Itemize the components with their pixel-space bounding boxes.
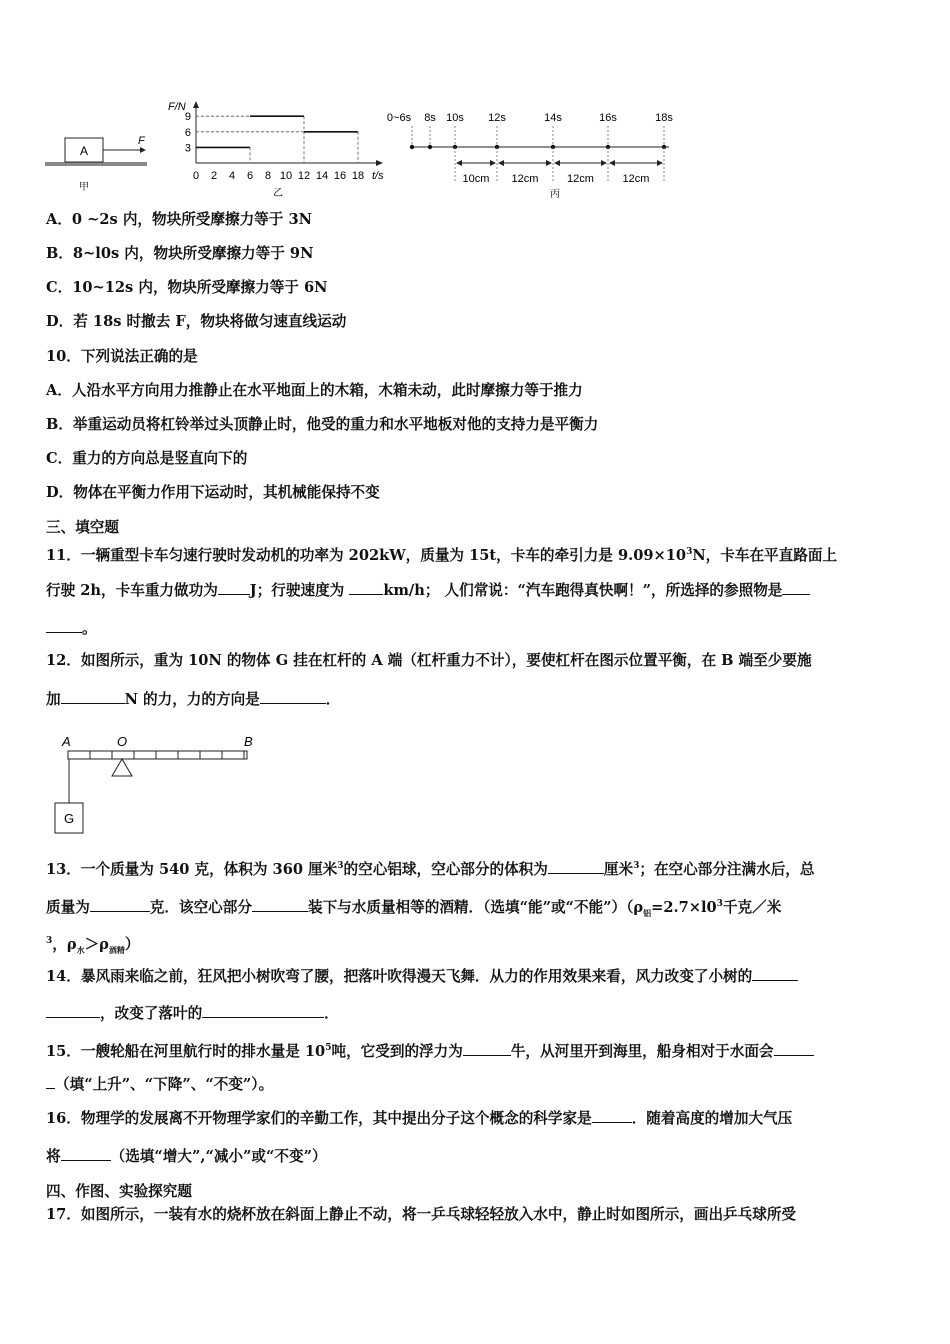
q10-option-c: C．重力的方向总是竖直向下的 bbox=[46, 450, 248, 467]
distance-arrowhead-right-0 bbox=[490, 160, 496, 166]
y-tick-6: 6 bbox=[184, 126, 191, 139]
q13-text-e: 质量为 bbox=[46, 899, 90, 916]
caption-jia: 甲 bbox=[79, 182, 89, 193]
q16-line2 bbox=[46, 1146, 327, 1167]
q14-text-a: 14．暴风雨来临之前，狂风把小树吹弯了腰，把落叶吹得漫天飞舞．从力的作用效果来看，风力改变了小树的 bbox=[46, 968, 753, 985]
time-label-0: 0~6s bbox=[386, 112, 412, 124]
q11-blank-work[interactable] bbox=[218, 580, 250, 595]
q15-blank-buoyancy[interactable] bbox=[463, 1041, 511, 1056]
q12-text-c: ． bbox=[325, 691, 341, 708]
y-tick-9: 9 bbox=[184, 111, 191, 124]
x-axis-arrow bbox=[376, 160, 383, 166]
force-label: F bbox=[138, 135, 145, 147]
distance-label-1: 12cm bbox=[511, 173, 539, 185]
x-axis-label: t/s bbox=[372, 170, 384, 182]
q14-blank-leaves[interactable] bbox=[202, 1003, 324, 1018]
block-a-label: A bbox=[79, 144, 89, 158]
figure-yi-graph bbox=[160, 96, 395, 201]
distance-label-0: 10cm bbox=[462, 173, 490, 185]
q13-sup2: 3 bbox=[633, 861, 640, 871]
q13-text-i: 千克／米 bbox=[722, 899, 782, 916]
q13-blank-mass[interactable] bbox=[90, 897, 150, 912]
distance-arrowhead-left-0 bbox=[456, 160, 462, 166]
lever-label-o: O bbox=[117, 734, 128, 749]
q11-blank-speed[interactable] bbox=[349, 580, 383, 595]
section-3-heading: 三、填空题 bbox=[46, 519, 119, 536]
caption-yi: 乙 bbox=[273, 188, 283, 199]
q16-text-b: ．随着高度的增加大气压 bbox=[631, 1110, 793, 1127]
q13-blank-volume[interactable] bbox=[548, 859, 604, 874]
q13-text-l: ） bbox=[124, 936, 140, 953]
q10-option-a: A．人沿水平方向用力推静止在水平地面上的木箱，木箱未动，此时摩擦力等于推力 bbox=[46, 382, 583, 399]
q13-text-d: ；在空心部分注满水后，总 bbox=[639, 861, 815, 878]
q11-end: 。 bbox=[82, 620, 97, 637]
q11-blank-reference[interactable] bbox=[782, 580, 810, 595]
x-tick-14: 14 bbox=[315, 170, 329, 182]
q14-text-b: ，改变了落叶的 bbox=[100, 1005, 203, 1022]
distance-arrowhead-right-3 bbox=[657, 160, 663, 166]
q13-text-c: 厘米 bbox=[603, 861, 634, 878]
q15-text-c: 牛，从河里开到海里，船身相对于水面会 bbox=[510, 1043, 774, 1060]
q11-line3 bbox=[46, 618, 97, 639]
q16-blank-scientist[interactable] bbox=[592, 1108, 632, 1123]
q15-text-d: （填“上升”、“下降”、“不变”）。 bbox=[55, 1076, 274, 1093]
q13-text-g: 装下与水质量相等的酒精．（选填“能”或“不能”）（ρ bbox=[307, 899, 644, 916]
q13-sub-al: 铝 bbox=[643, 907, 652, 918]
q13-text-h: =2.7×l0 bbox=[651, 899, 717, 916]
q13-text-a: 13．一个质量为 540 克，体积为 360 厘米 bbox=[46, 861, 338, 878]
q15-text-a: 15．一艘轮船在河里航行时的排水量是 10 bbox=[46, 1043, 326, 1060]
time-label-1: 8s bbox=[424, 112, 436, 124]
x-tick-4: 4 bbox=[228, 170, 236, 182]
q15-blank-change-cont[interactable] bbox=[46, 1074, 55, 1089]
q16-blank-pressure[interactable] bbox=[61, 1146, 111, 1161]
q13-sub-water: 水 bbox=[76, 944, 85, 955]
q15-text-b: 吨，它受到的浮力为 bbox=[331, 1043, 463, 1060]
q16-text-d: （选填“增大”,“减小”或“不变”） bbox=[110, 1148, 327, 1165]
q16-text-a: 16．物理学的发展离不开物理学家们的辛勤工作，其中提出分子这个概念的科学家是 bbox=[46, 1110, 592, 1127]
q9-option-d: D．若 18s 时撤去 F，物块将做匀速直线运动 bbox=[46, 313, 347, 330]
q14-line1 bbox=[46, 966, 798, 987]
q13-text-f: 克．该空心部分 bbox=[149, 899, 252, 916]
q13-blank-can[interactable] bbox=[252, 897, 308, 912]
distance-arrowhead-left-1 bbox=[498, 160, 504, 166]
y-axis-arrow bbox=[193, 101, 199, 108]
distance-arrowhead-left-3 bbox=[609, 160, 615, 166]
caption-bing: 丙 bbox=[550, 189, 560, 200]
q13-sup4: 3 bbox=[46, 936, 53, 946]
y-axis-label: F/N bbox=[168, 101, 186, 113]
time-label-6: 18s bbox=[655, 112, 673, 124]
q12-text-b: N 的力，力的方向是 bbox=[124, 691, 260, 708]
q14-text-c: ． bbox=[324, 1005, 339, 1022]
y-tick-3: 3 bbox=[184, 142, 191, 155]
q11-line1 bbox=[46, 542, 837, 566]
q13-text-j: ，ρ bbox=[52, 936, 77, 953]
x-tick-0: 0 bbox=[192, 170, 200, 182]
q9-option-c: C．10~12s 内，物块所受摩擦力等于 6N bbox=[46, 279, 328, 296]
q11-line2 bbox=[46, 580, 810, 601]
section-4-heading: 四、作图、实验探究题 bbox=[46, 1183, 192, 1200]
distance-label-2: 12cm bbox=[567, 173, 594, 185]
q13-line1 bbox=[46, 856, 814, 880]
q14-blank-tree-cont[interactable] bbox=[46, 1003, 100, 1018]
time-label-5: 16s bbox=[599, 112, 617, 124]
q12-text-a: 加 bbox=[46, 691, 61, 708]
q11-text-c: 行驶 2h，卡车重力做功为 bbox=[46, 582, 218, 599]
q12-line2 bbox=[46, 689, 340, 710]
x-tick-10: 10 bbox=[279, 170, 293, 182]
q10-option-d: D．物体在平衡力作用下运动时，其机械能保持不变 bbox=[46, 484, 380, 501]
x-tick-18: 18 bbox=[351, 170, 365, 182]
q11-text-b: N，卡车在平直路面上 bbox=[692, 547, 838, 564]
lever-bar bbox=[68, 751, 247, 759]
q15-line1 bbox=[46, 1038, 814, 1062]
q11-text-a: 11．一辆重型卡车匀速行驶时发动机的功率为 202kW，质量为 15t，卡车的牵引力是 9.09×10 bbox=[46, 547, 687, 564]
distance-label-3: 12cm bbox=[622, 173, 650, 185]
q15-sup: 5 bbox=[325, 1043, 332, 1053]
q14-blank-tree[interactable] bbox=[752, 966, 798, 981]
q16-text-c: 将 bbox=[46, 1148, 61, 1165]
q14-line2 bbox=[46, 1003, 339, 1024]
q12-blank-direction[interactable] bbox=[260, 689, 326, 704]
q13-line3 bbox=[46, 931, 140, 960]
q12-blank-force[interactable] bbox=[61, 689, 125, 704]
position-dot-1 bbox=[428, 145, 432, 149]
distance-arrowhead-left-2 bbox=[554, 160, 560, 166]
time-label-2: 10s bbox=[446, 112, 464, 124]
x-tick-2: 2 bbox=[210, 170, 218, 182]
figure-jia bbox=[40, 128, 150, 198]
time-label-4: 14s bbox=[544, 112, 562, 124]
q9-option-a: A．0 ~2s 内，物块所受摩擦力等于 3N bbox=[46, 211, 312, 228]
q11-sup: 3 bbox=[686, 547, 693, 557]
q17-line1: 17．如图所示，一装有水的烧杯放在斜面上静止不动，将一乒乓球轻轻放入水中，静止时如图所示，画出乒乓球所受 bbox=[46, 1206, 797, 1223]
f-t-plot bbox=[185, 111, 364, 182]
q13-text-b: 的空心铝球，空心部分的体积为 bbox=[343, 861, 548, 878]
figure-bing-timeline bbox=[385, 106, 690, 201]
q10-option-b: B．举重运动员将杠铃举过头顶静止时，他受的重力和水平地板对他的支持力是平衡力 bbox=[46, 416, 599, 433]
position-dot-0 bbox=[410, 145, 414, 149]
q11-text-e: km/h； 人们常说：“汽车跑得真快啊！”，所选择的参照物是 bbox=[383, 582, 783, 599]
q13-sup3: 3 bbox=[716, 899, 723, 909]
lever-label-a: A bbox=[62, 734, 71, 749]
fulcrum bbox=[112, 759, 132, 776]
q12-line1: 12．如图所示，重为 10N 的物体 G 挂在杠杆的 A 端（杠杆重力不计），要使杠杆在图示位置平衡，在 B 端至少要施 bbox=[46, 652, 812, 669]
x-tick-12: 12 bbox=[297, 170, 311, 182]
figure-lever bbox=[50, 730, 270, 840]
q10-stem: 10．下列说法正确的是 bbox=[46, 348, 198, 365]
force-arrow-head bbox=[140, 147, 146, 153]
q11-text-d: J；行驶速度为 bbox=[249, 582, 350, 599]
x-tick-8: 8 bbox=[264, 170, 272, 182]
x-tick-16: 16 bbox=[333, 170, 347, 182]
q11-blank-reference-cont[interactable] bbox=[46, 618, 82, 633]
weight-g-label: G bbox=[63, 811, 75, 826]
timeline-plot bbox=[387, 112, 673, 185]
distance-arrowhead-right-2 bbox=[601, 160, 607, 166]
distance-arrowhead-right-1 bbox=[546, 160, 552, 166]
lever-label-b: B bbox=[244, 734, 253, 749]
q9-option-b: B．8~l0s 内，物块所受摩擦力等于 9N bbox=[46, 245, 314, 262]
ground-surface bbox=[45, 162, 147, 166]
q15-blank-change[interactable] bbox=[774, 1041, 814, 1056]
q16-line1 bbox=[46, 1108, 792, 1129]
x-tick-6: 6 bbox=[246, 170, 254, 182]
q15-line2 bbox=[46, 1074, 273, 1095]
q13-sub-alcohol: 酒精 bbox=[108, 944, 125, 955]
q13-line2 bbox=[46, 894, 781, 923]
q13-text-k: ＞ρ bbox=[84, 936, 109, 953]
time-label-3: 12s bbox=[488, 112, 506, 124]
q13-sup1: 3 bbox=[337, 861, 344, 871]
